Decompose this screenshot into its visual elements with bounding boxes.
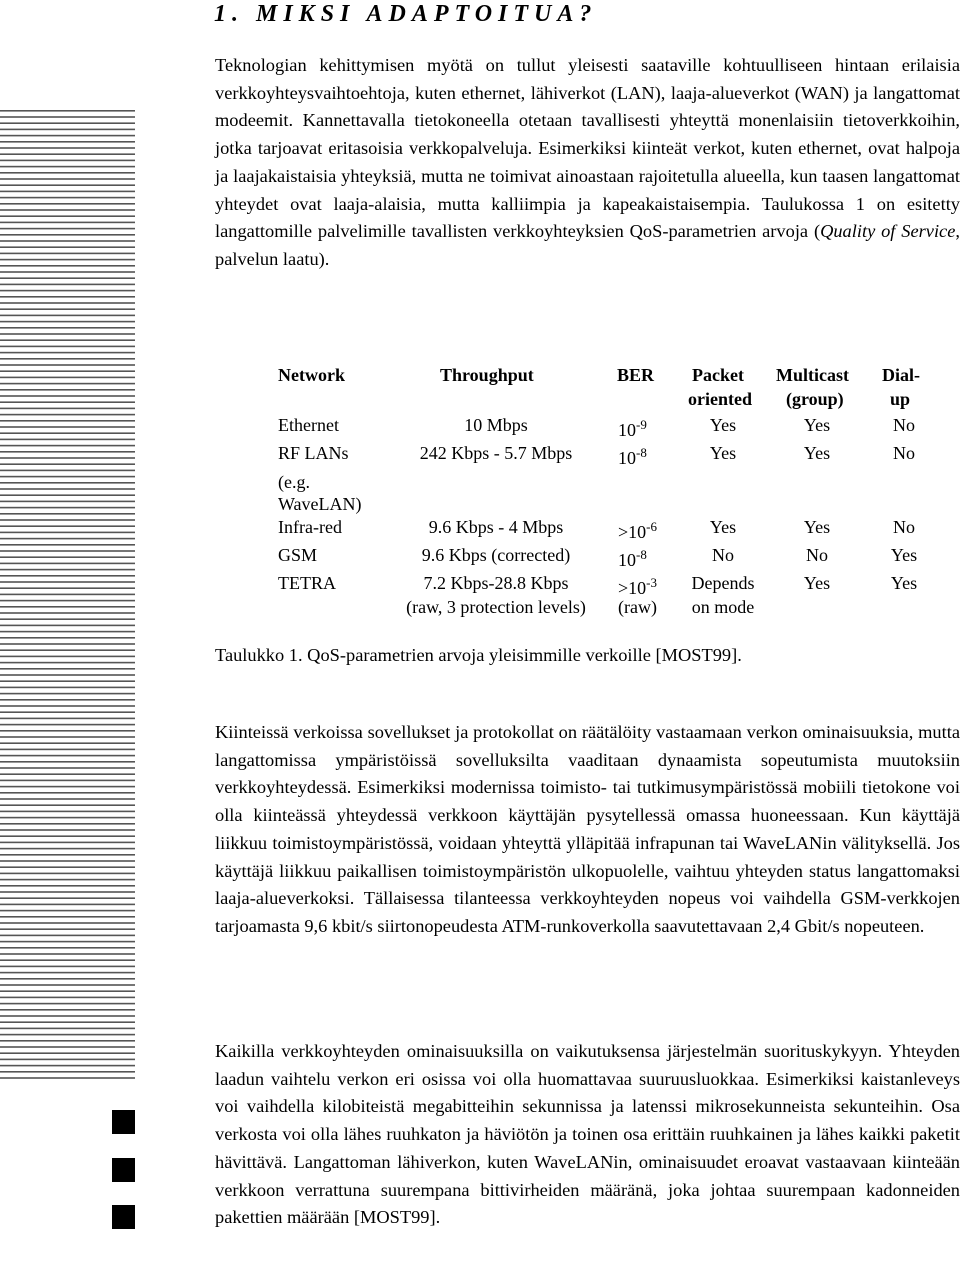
- cell-packet-oriented: on mode: [691, 597, 755, 617]
- cell-dialup: Yes: [890, 573, 918, 593]
- header-packet: Packet: [692, 365, 744, 385]
- paragraph-network-properties: Kaikilla verkkoyhteyden ominaisuuksilla on vaikutuksensa järjestelmän suorituskykyyn. Yhteyden laadun vaihtelu verkon eri osissa voi olla huomattavaa suuruusluokkaa. Esimerkiksi kaistanleveys voi vaihdella kilobiteistä megabitteihin sekunnissa ja latenssi mikrosekunneista sekunteihin. Osa verkosta voi olla lähes ruuhkaton ja häviötön ja toinen osa erittäin ruuhkainen ja lähes kaikki paketit hävittävä. Langattoman lähiverkon, kuten WaveLANin, ominaisuudet eroavat vastaavaan kiinteään verkkoon verrattuna suurempana bittivirheiden määränä, joka johtaa suurempaan kadonneiden pakettien määrään [MOST99].: [215, 1041, 960, 1228]
- qos-table: [268, 357, 948, 627]
- cell-ber: (raw): [618, 597, 657, 617]
- cell-throughput: 9.6 Kbps (corrected): [421, 545, 571, 565]
- cell-ber-exponent: -9: [636, 417, 647, 432]
- margin-square-marker: [112, 1110, 135, 1134]
- header-network: Network: [278, 365, 345, 385]
- cell-throughput: 242 Kbps - 5.7 Mbps: [419, 443, 573, 463]
- cell-network: Infra-red: [278, 517, 342, 537]
- table-caption: Taulukko 1. QoS-parametrien arvoja yleisimmille verkoille [MOST99].: [215, 645, 742, 665]
- cell-multicast: Yes: [803, 573, 831, 593]
- cell-ber: $>10^{-6}$: [618, 519, 657, 542]
- cell-ber: $10^{-9}$: [618, 417, 647, 440]
- cell-packet-oriented: No: [712, 545, 734, 565]
- margin-stripe-decoration: [0, 108, 140, 1083]
- cell-multicast: No: [806, 545, 828, 565]
- cell-multicast: Yes: [803, 415, 831, 435]
- margin-square-marker: [112, 1158, 135, 1182]
- intro-paragraph: [215, 52, 960, 274]
- cell-dialup: Yes: [890, 545, 918, 565]
- cell-dialup: No: [893, 517, 915, 537]
- paragraph-fixed-vs-wireless: Kiinteissä verkoissa sovellukset ja protokollat on räätälöity vastaamaan verkon ominaisuuksia, mutta langattomissa ympäristöissä sovelluksilta vaaditaan dynaamista sopeutumista muutoksiin verkkoyhteydessä. Esimerkiksi modernissa toimisto- tai tutkimusympäristössä mobiili tietokone voi olla kiinteässä yhteydessä verkkoon käyttäjän pysytellessä omassa huoneessaan. Kun käyttäjä liikkuu toimistoympäristössä, voidaan yhteyttä ylläpitää infrapunan tai WaveLANin välityksellä. Jos käyttäjä liikkuu paikallisen toimistoympäristön ulkopuolelle, vaihtuu yhteyden status langattomaksi laaja-alueverkoksi. Tällaisessa tilanteessa verkkoyhteyden nopeus voi vaihdella GSM-verkkojen tarjoamasta 9,6 kbit/s siirtonopeudesta ATM-runkoverkolla saavutettavaan 2,4 Gbit/s nopeuteen.: [215, 722, 960, 936]
- cell-network: (e.g.: [278, 472, 310, 492]
- cell-dialup: No: [893, 443, 915, 463]
- header-throughput: Throughput: [440, 365, 534, 385]
- intro-text: Teknologian kehittymisen myötä on tullut yleisesti saataville kohtuulliseen hintaan erilaisia verkkoyhteysvaihtoehtoja, kuten ethernet, lähiverkot (LAN), laaja-alueverkot (WAN) ja langattomat modeemit. Kannettavalla tietokoneella otetaan tavallisesti yhteyttä monenlaisiin tietoverkkoihin, jotka tarjoavat eritasoisia verkkopalveluja. Esimerkiksi kiinteät verkot, kuten ethernet, ovat halpoja ja laajakaistaisia yhteyksiä, mutta ne toimivat ainoastaan rajoitetulla alueella, kun taasen langattomat yhteydet ovat laaja-alaisia, mutta kalliimpia ja kapeakaistaisempia. Taulukossa 1 on esitetty langattomille palvelimille tavallisten verkkoyhteyksien QoS-parametrien arvoja (: [215, 55, 960, 242]
- cell-ber-exponent: -6: [646, 519, 657, 534]
- cell-throughput: (raw, 3 protection levels): [406, 597, 586, 617]
- cell-ber: $>10^{-3}$: [618, 575, 657, 598]
- cell-multicast: Yes: [803, 517, 831, 537]
- header-ber: BER: [617, 365, 655, 385]
- cell-packet-oriented: Depends: [691, 573, 755, 593]
- cell-network: RF LANs: [278, 443, 349, 463]
- margin-square-marker: [112, 1205, 135, 1229]
- cell-packet-oriented: Yes: [709, 443, 737, 463]
- cell-throughput: 10 Mbps: [464, 415, 528, 435]
- section-heading: 1. MIKSI ADAPTOITUA?: [214, 1, 598, 27]
- cell-dialup: No: [893, 415, 915, 435]
- header-multicast: Multicast: [776, 365, 849, 385]
- header-multicast-2: (group): [786, 389, 844, 409]
- cell-throughput: 9.6 Kbps - 4 Mbps: [428, 517, 564, 537]
- intro-italic-term: Quality of Service: [820, 221, 956, 242]
- cell-network: TETRA: [278, 573, 336, 593]
- cell-packet-oriented: Yes: [709, 517, 737, 537]
- cell-ber: $10^{-8}$: [618, 445, 647, 468]
- intro-text-end: , palvelun laatu).: [215, 221, 960, 269]
- cell-ber-exponent: -8: [636, 547, 647, 562]
- cell-ber-exponent: -3: [646, 575, 657, 590]
- cell-throughput: 7.2 Kbps-28.8 Kbps: [423, 573, 569, 593]
- header-dialup: Dial-: [882, 365, 920, 385]
- cell-network: WaveLAN): [278, 494, 362, 514]
- cell-ber-exponent: -8: [636, 445, 647, 460]
- cell-packet-oriented: Yes: [709, 415, 737, 435]
- cell-network: Ethernet: [278, 415, 339, 435]
- cell-network: GSM: [278, 545, 318, 565]
- header-dialup-2: up: [890, 389, 911, 409]
- header-packet-2: oriented: [688, 389, 752, 409]
- cell-multicast: Yes: [803, 443, 831, 463]
- cell-ber: $10^{-8}$: [618, 547, 647, 570]
